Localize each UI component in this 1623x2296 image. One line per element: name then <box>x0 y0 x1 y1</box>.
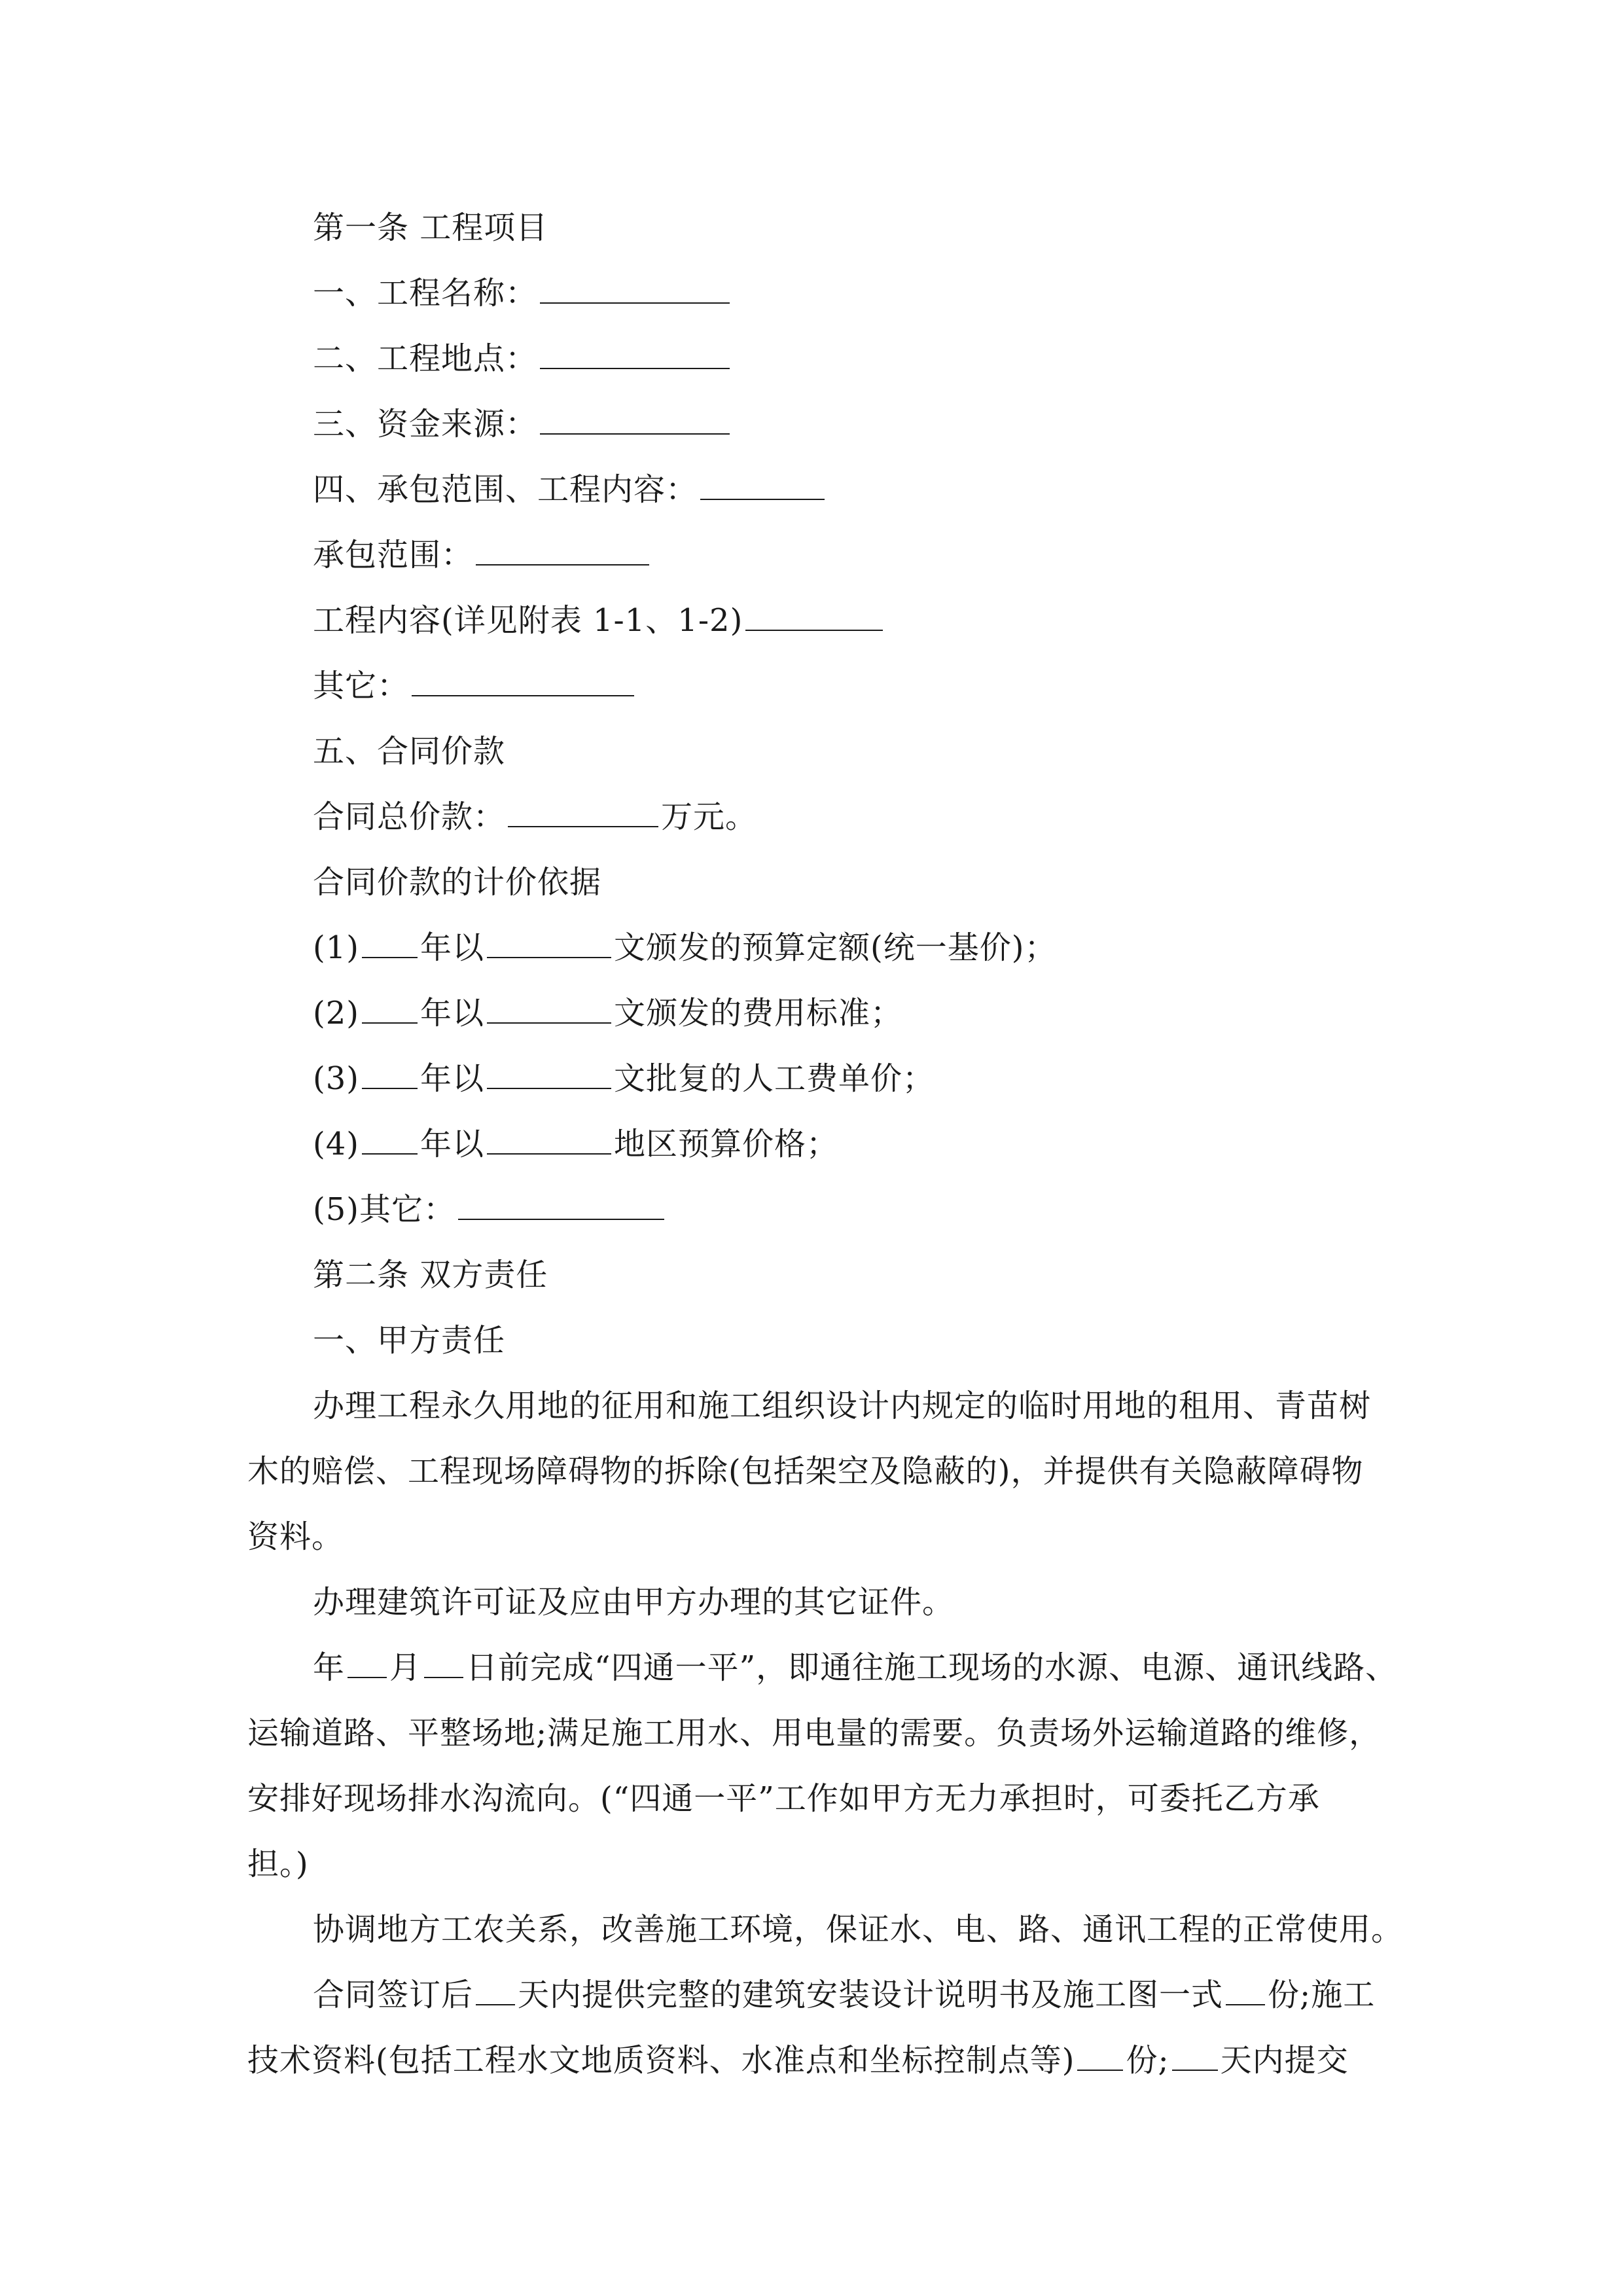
paragraph-1-line-3: 资料。 <box>247 1518 344 1555</box>
doc-blank <box>487 928 611 958</box>
year-blank <box>362 1059 418 1089</box>
scope-row: 承包范围： <box>313 535 652 575</box>
pricing-basis-heading: 合同价款的计价依据 <box>313 864 602 901</box>
project-location-row: 二、工程地点： <box>313 339 732 378</box>
funding-source-row: 三、资金来源： <box>313 404 732 444</box>
paragraph-3-line-3: 安排好现场排水沟流向。(“四通一平”工作如甲方无力承担时，可委托乙方承 <box>247 1780 1320 1817</box>
total-price-row: 合同总价款： 万元。 <box>313 798 758 835</box>
paragraph-2: 办理建筑许可证及应由甲方办理的其它证件。 <box>313 1584 955 1621</box>
content-blank <box>745 601 883 631</box>
contract-price-heading: 五、合同价款 <box>313 733 506 770</box>
basis-item-1: (1) 年以 文颁发的预算定额(统一基价)； <box>313 929 1057 966</box>
article2-title: 第二条 双方责任 <box>313 1257 548 1293</box>
party-a-heading: 一、甲方责任 <box>313 1322 506 1359</box>
year-blank <box>362 928 418 958</box>
other-basis-blank <box>458 1190 664 1220</box>
month-blank <box>348 1648 387 1678</box>
paragraph-4: 协调地方工农关系，改善施工环境，保证水、电、路、通讯工程的正常使用。 <box>313 1911 1404 1948</box>
days-blank <box>1172 2041 1218 2071</box>
funding-source-blank <box>540 404 730 435</box>
basis-item-3: (3) 年以 文批复的人工费单价； <box>313 1060 935 1097</box>
paragraph-3-line-1: 年 月 日前完成“四通一平”，即通往施工现场的水源、电源、通讯线路、 <box>313 1649 1398 1686</box>
copies-blank <box>1077 2041 1123 2071</box>
basis-item-5: (5)其它： <box>313 1190 667 1229</box>
paragraph-1-line-1: 办理工程永久用地的征用和施工组织设计内规定的临时用地的租用、青苗树 <box>313 1388 1372 1424</box>
paragraph-1-line-2: 木的赔偿、工程现场障碍物的拆除(包括架空及隐蔽的)，并提供有关隐蔽障碍物 <box>247 1453 1364 1490</box>
doc-blank <box>487 994 611 1024</box>
basis-item-2: (2) 年以 文颁发的费用标准； <box>313 995 903 1031</box>
copies-blank <box>1226 1975 1265 2005</box>
scope-blank <box>476 535 649 565</box>
doc-blank <box>487 1124 611 1155</box>
year-blank <box>362 1124 418 1155</box>
doc-blank <box>487 1059 611 1089</box>
other-row: 其它： <box>313 666 637 706</box>
scope-content-blank <box>700 470 825 500</box>
year-blank <box>362 994 418 1024</box>
basis-item-4: (4) 年以 地区预算价格； <box>313 1126 839 1162</box>
project-location-blank <box>540 339 730 369</box>
days-blank <box>476 1975 515 2005</box>
day-blank <box>424 1648 463 1678</box>
article1-title: 第一条 工程项目 <box>313 209 548 246</box>
paragraph-3-line-4: 担。) <box>247 1846 309 1882</box>
paragraph-5-line-2: 技术资料(包括工程水文地质资料、水准点和坐标控制点等) 份; 天内提交 <box>247 2042 1349 2079</box>
project-name-blank <box>540 274 730 304</box>
paragraph-3-line-2: 运输道路、平整场地;满足施工用水、用电量的需要。负责场外运输道路的维修， <box>247 1715 1382 1751</box>
project-name-row: 一、工程名称： <box>313 274 732 313</box>
total-price-blank <box>508 797 658 827</box>
content-row: 工程内容(详见附表 1-1、1-2) <box>313 601 885 640</box>
other-blank <box>412 666 634 696</box>
scope-content-row: 四、承包范围、工程内容： <box>313 470 827 509</box>
paragraph-5-line-1: 合同签订后 天内提供完整的建筑安装设计说明书及施工图一式 份;施工 <box>313 1977 1376 2013</box>
